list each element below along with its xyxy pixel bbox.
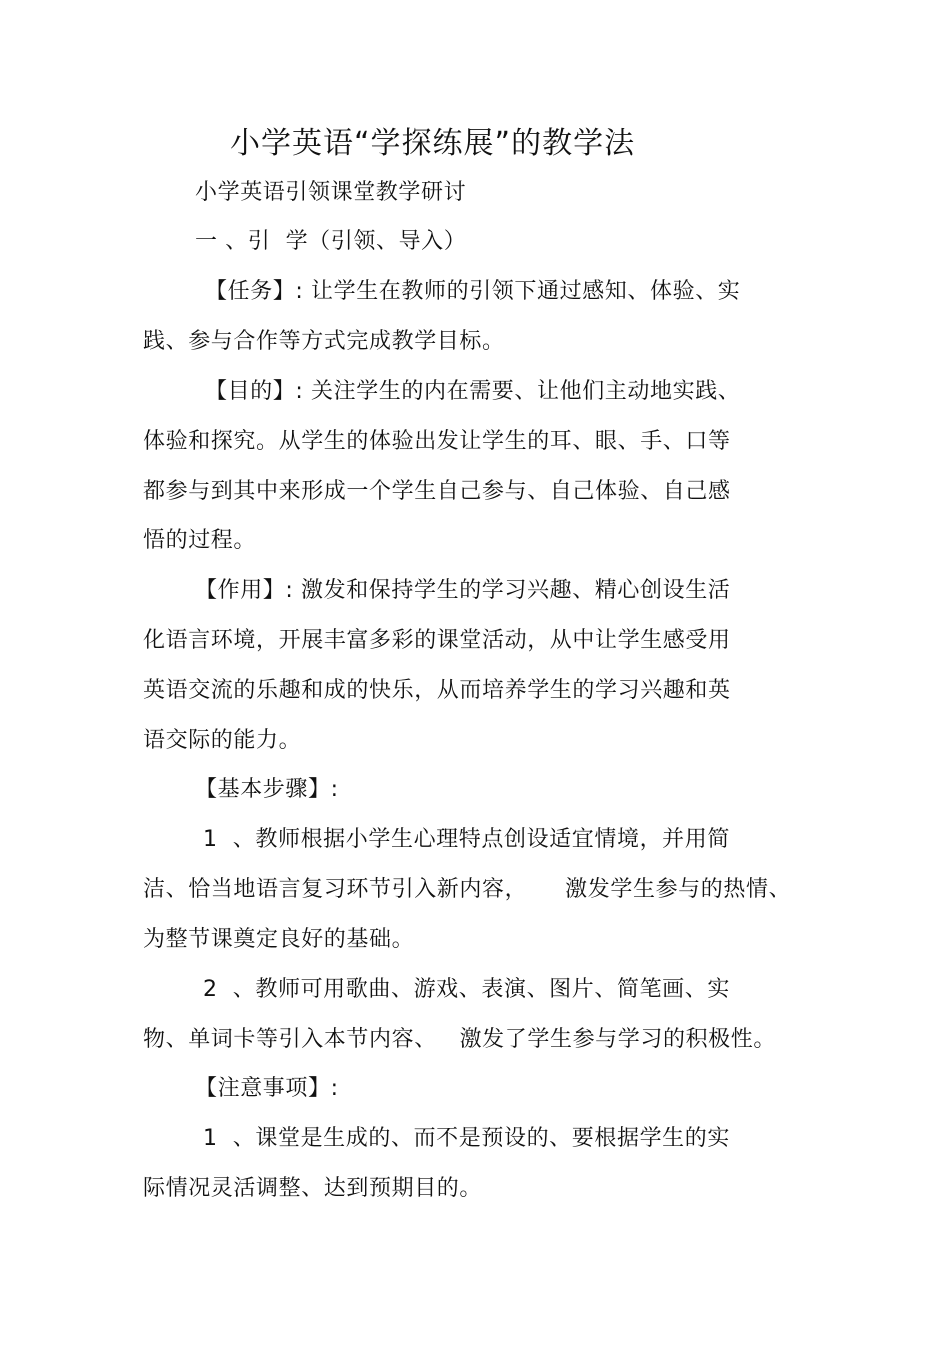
purpose-line-2: 体验和探究。从学生的体验出发让学生的耳、眼、手、口等 <box>143 429 731 454</box>
notes-heading: 【注意事项】: <box>195 1076 339 1101</box>
steps-item-2-line-2: 物、单词卡等引入本节内容、 激发了学生参与学习的积极性。 <box>143 1027 776 1052</box>
notes-item-1-line-2: 际情况灵活调整、达到预期目的。 <box>143 1176 483 1201</box>
section-heading: 一 、引 学（引领、导入） <box>195 229 467 254</box>
steps-heading: 【基本步骤】: <box>195 777 339 802</box>
purpose-line-4: 悟的过程。 <box>143 528 257 553</box>
function-line-3: 英语交流的乐趣和成的快乐，从而培养学生的学习兴趣和英 <box>143 678 731 703</box>
purpose-line-1: 【目的】: 关注学生的内在需要、让他们主动地实践、 <box>205 379 741 404</box>
document-title: 小学英语“学探练展”的教学法 <box>230 126 636 161</box>
steps-item-2-line-1: 2 、教师可用歌曲、游戏、表演、图片、简笔画、实 <box>203 977 730 1002</box>
steps-item-1-line-1: 1 、教师根据小学生心理特点创设适宜情境，并用简 <box>203 827 730 852</box>
purpose-line-3: 都参与到其中来形成一个学生自己参与、自己体验、自己感 <box>143 479 731 504</box>
notes-item-1-line-1: 1 、课堂是生成的、而不是预设的、要根据学生的实 <box>203 1126 730 1151</box>
function-line-1: 【作用】: 激发和保持学生的学习兴趣、精心创设生活 <box>195 578 731 603</box>
function-line-4: 语交际的能力。 <box>143 728 302 753</box>
task-line-2: 践、参与合作等方式完成教学目标。 <box>143 329 505 354</box>
document-subtitle: 小学英语引领课堂教学研讨 <box>195 180 467 205</box>
steps-item-1-line-3: 为整节课奠定良好的基础。 <box>143 927 415 952</box>
task-line-1: 【任务】: 让学生在教师的引领下通过感知、体验、实 <box>205 279 741 304</box>
steps-item-1-line-2: 洁、恰当地语言复习环节引入新内容， 激发学生参与的热情、 <box>143 877 792 902</box>
function-line-2: 化语言环境，开展丰富多彩的课堂活动，从中让学生感受用 <box>143 628 731 653</box>
